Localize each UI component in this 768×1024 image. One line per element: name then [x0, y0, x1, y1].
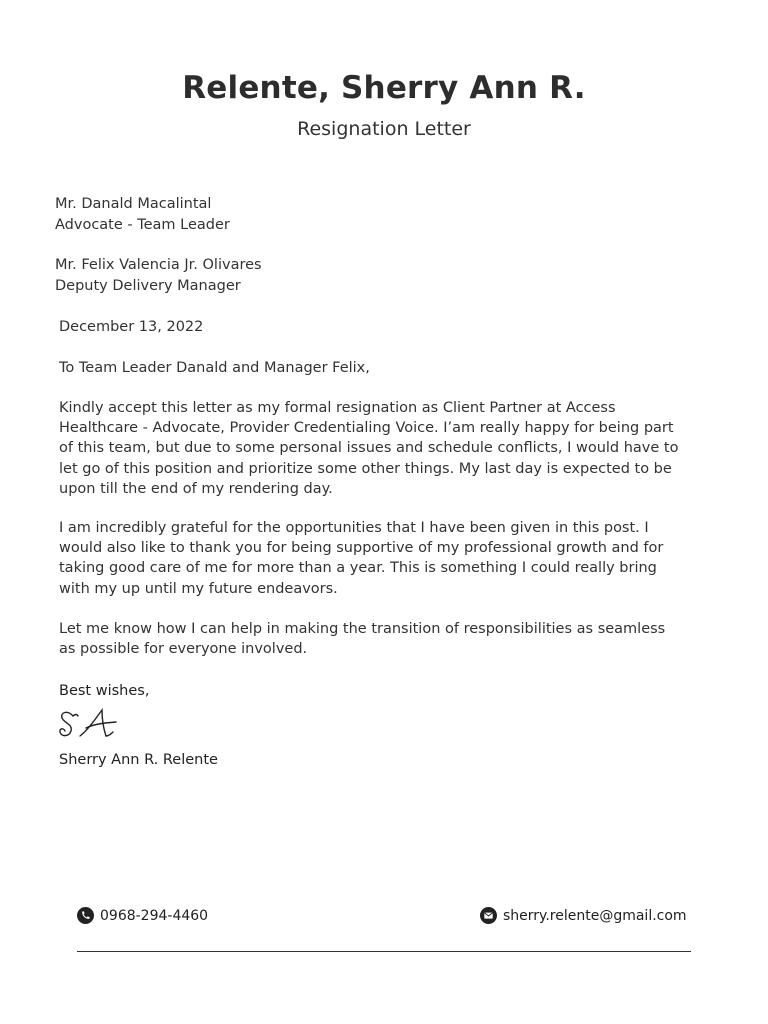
contact-phone	[77, 907, 208, 924]
letter-salutation: To Team Leader Danald and Manager Felix,	[59, 360, 370, 376]
signer-name: Sherry Ann R. Relente	[59, 752, 218, 768]
contact-email	[480, 907, 687, 924]
recipient	[55, 255, 262, 296]
letter-paragraph: Let me know how I can help in making the transition of responsibilities as seamless as possible for everyone involved.	[59, 621, 666, 658]
recipient-name: Mr. Felix Valencia Jr. Olivares	[55, 257, 262, 273]
letter-closing: Best wishes,	[59, 683, 150, 699]
footer-divider	[77, 951, 691, 952]
recipient-name: Mr. Danald Macalintal	[55, 196, 212, 212]
applicant-name: Relente, Sherry Ann R.	[182, 70, 586, 106]
mail-icon	[480, 907, 497, 924]
document-subtitle: Resignation Letter	[297, 118, 471, 140]
email-address[interactable]: sherry.relente@gmail.com	[503, 907, 687, 924]
letter-date: December 13, 2022	[59, 319, 204, 335]
recipient-title: Deputy Delivery Manager	[55, 277, 241, 294]
phone-icon	[77, 907, 94, 924]
letter-paragraph: Kindly accept this letter as my formal resignation as Client Partner at Access Healthcare - Advocate, Provider Credentialing Voice. I’am really happy for being part of this team, but due to some personal issues and schedule conflicts, I would have to let go of this position and prioritize some other things. My last day is expected to be upon till the end of my rendering day.	[59, 400, 679, 497]
letter-paragraph: I am incredibly grateful for the opportunities that I have been given in this post. I would also like to thank you for being supportive of my professional growth and for taking good care of me for more than a year. This is something I could really bring with my up until my future endeavors.	[59, 520, 664, 597]
handwritten-signature	[58, 706, 122, 744]
phone-number: 0968-294-4460	[100, 907, 209, 924]
recipients-block	[55, 194, 262, 296]
recipient	[55, 194, 262, 235]
recipient-title: Advocate - Team Leader	[55, 216, 230, 233]
